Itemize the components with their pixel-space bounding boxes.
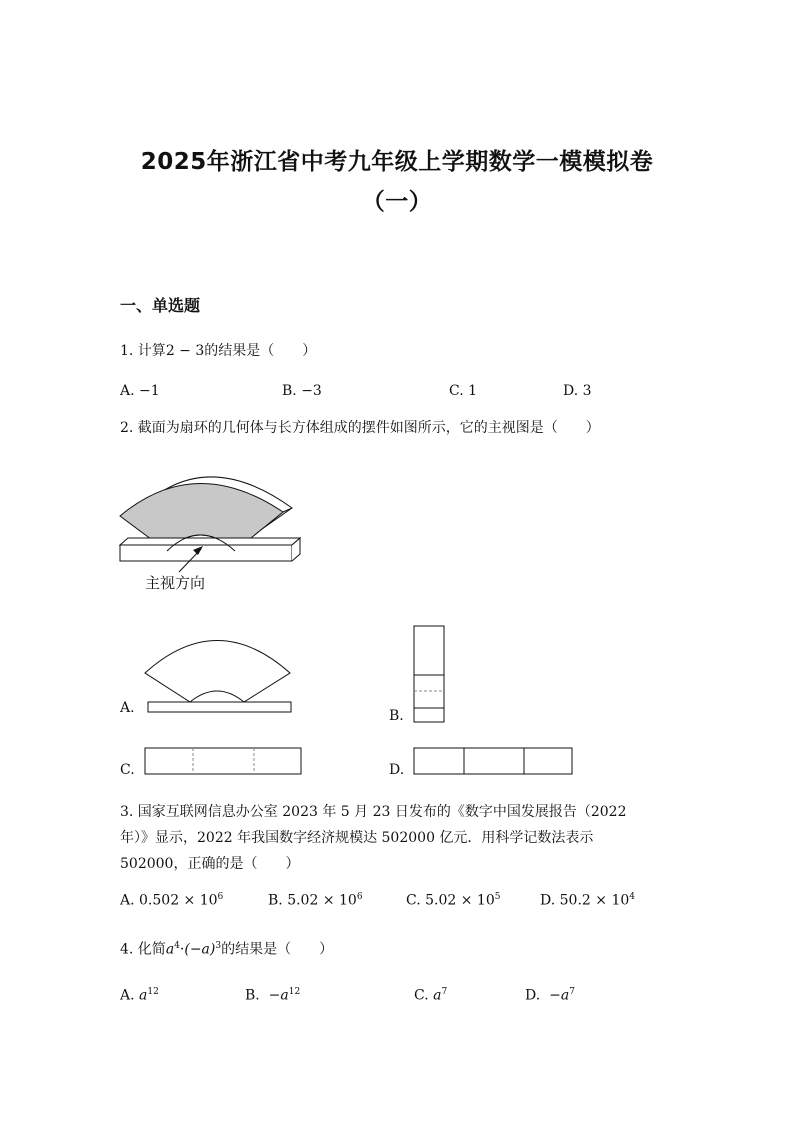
option-letter: B. — [282, 383, 297, 399]
question-4-option-c[interactable] — [414, 982, 447, 1006]
option-value: 1 — [468, 383, 478, 399]
option-exponent: 7 — [441, 987, 448, 997]
question-3-line-3: 502000，正确的是（ ） — [120, 856, 300, 872]
option-base: a — [560, 987, 570, 1004]
question-1-option-a[interactable] — [120, 381, 160, 401]
option-letter: C. — [449, 383, 464, 399]
question-3-line-2: 年）》显示，2022 年我国数字经济规模达 502000 亿元．用科学记数法表示 — [120, 830, 594, 846]
question-4-expr-mid-exp: 3 — [215, 941, 222, 951]
question-4-option-b[interactable] — [245, 982, 300, 1006]
question-1-suffix: 的结果是（ ） — [204, 343, 317, 359]
option-letter: D. — [540, 892, 556, 909]
option-letter: A. — [120, 892, 135, 909]
question-2-option-b-figure[interactable] — [413, 625, 447, 725]
question-2: 2. 截面为扇环的几何体与长方体组成的摆件如图所示，它的主视图是（ ） — [120, 420, 600, 436]
option-exponent: 12 — [147, 987, 159, 997]
question-3-option-c[interactable] — [406, 887, 500, 911]
option-sign: − — [549, 987, 561, 1004]
question-1 — [120, 338, 316, 364]
option-sign: − — [268, 987, 281, 1004]
question-1-option-d[interactable] — [563, 381, 592, 401]
option-letter: D. — [563, 383, 579, 399]
option-value: 3 — [582, 383, 592, 399]
option-exponent: 4 — [629, 892, 635, 902]
question-3-option-d[interactable] — [540, 887, 635, 911]
base-front-face — [120, 545, 292, 561]
figure-caption: 主视方向 — [145, 574, 206, 592]
question-4-expr-mid: ·(−a) — [179, 941, 216, 958]
option-value: −1 — [139, 383, 160, 399]
question-4-option-d[interactable] — [525, 982, 575, 1006]
option-base: 50.2 × 10 — [559, 892, 630, 909]
question-2-option-a-figure[interactable] — [144, 630, 296, 716]
question-4-option-a[interactable] — [120, 982, 159, 1006]
question-4-expr-a: a — [165, 941, 175, 958]
option-base: 0.502 × 10 — [139, 892, 218, 909]
question-3-option-a[interactable] — [120, 887, 223, 911]
option-letter: C. — [414, 987, 429, 1004]
question-2-option-b-label[interactable]: B. — [389, 708, 404, 724]
option-exponent: 5 — [494, 892, 501, 902]
page-title: 2025年浙江省中考九年级上学期数学一模模拟卷 — [140, 149, 654, 175]
option-base: 5.02 × 10 — [287, 892, 357, 909]
option-letter: B. — [268, 892, 283, 909]
question-2-option-d-label[interactable]: D. — [389, 762, 405, 778]
option-letter: C. — [406, 892, 421, 909]
option-exponent: 6 — [356, 892, 363, 902]
option-exponent: 7 — [569, 987, 575, 997]
base-top-face — [120, 538, 300, 545]
option-letter: D. — [525, 987, 541, 1004]
question-3 — [120, 799, 627, 877]
option-value: −3 — [301, 383, 322, 399]
question-3-option-b[interactable] — [268, 887, 363, 911]
option-letter: A. — [120, 383, 135, 399]
question-2-option-d-figure[interactable] — [413, 747, 575, 777]
option-base: a — [433, 987, 442, 1004]
option-exponent: 12 — [288, 987, 301, 997]
question-4-prefix: 4. 化简 — [120, 941, 166, 958]
question-2-option-a-label[interactable]: A. — [120, 700, 135, 716]
question-1-prefix: 1. 计算 — [120, 343, 166, 359]
option-base: 5.02 × 10 — [425, 892, 495, 909]
question-1-option-c[interactable] — [449, 381, 477, 401]
question-4 — [120, 933, 333, 963]
question-4-suffix: 的结果是（ ） — [221, 941, 334, 958]
section-heading: 一、单选题 — [120, 296, 201, 315]
option-letter: B. — [245, 987, 260, 1004]
question-3-line-1: 3. 国家互联网信息办公室 2023 年 5 月 23 日发布的《数字中国发展报告（2022 — [120, 804, 627, 820]
question-1-expression: 2 − 3 — [165, 343, 205, 359]
question-1-option-b[interactable] — [282, 381, 322, 401]
option-exponent: 6 — [217, 892, 224, 902]
option-base: a — [280, 987, 289, 1004]
option-letter: A. — [120, 987, 135, 1004]
question-2-option-c-figure[interactable] — [144, 747, 304, 777]
question-2-option-c-label[interactable]: C. — [120, 762, 135, 778]
question-4-expr-a-exp: 4 — [174, 941, 180, 951]
page-subtitle: （一） — [361, 189, 433, 215]
option-base: a — [139, 987, 148, 1004]
